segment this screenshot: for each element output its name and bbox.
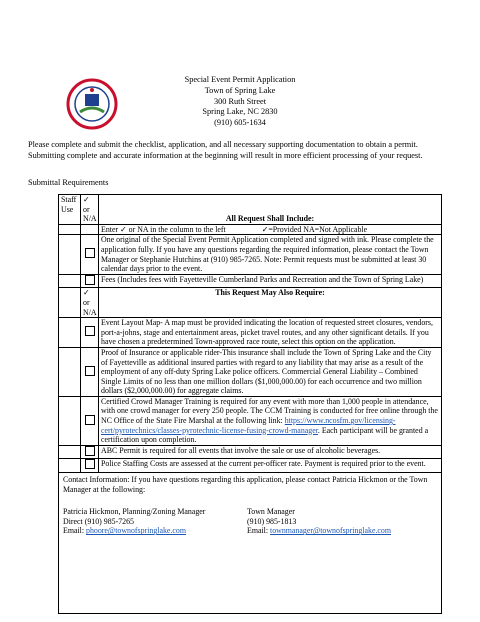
- checkbox-icon[interactable]: [85, 326, 95, 336]
- section1-title: All Request Shall Include:: [99, 195, 442, 225]
- contact-right-name: Town Manager: [247, 507, 295, 516]
- contact-left: [63, 507, 205, 536]
- header-title: Special Event Permit Application: [184, 75, 296, 84]
- contact-right: [247, 507, 391, 536]
- submittal-heading: Submittal Requirements: [28, 178, 109, 187]
- section2-title: This Request May Also Require:: [99, 288, 442, 318]
- contact-box: [58, 473, 442, 614]
- instruction-row: [99, 224, 442, 235]
- contact-right-phone: (910) 985-1813: [247, 516, 297, 526]
- check-na-header-2: ✓ or N/A: [81, 288, 99, 318]
- check-na-header: ✓ or N/A: [81, 195, 99, 225]
- document-header: [150, 75, 330, 129]
- requirement-insurance: Proof of Insurance or applicable rider-This insurance shall include the Town of Spring Lake and the City of Fayetteville as additional insured parties with regard to any liability that may arise as a result of the employment of any off-duty Spring Lake police officers. Commercial General Liability – Combined Single Limits of no less than one million dollars ($1,000,000.00) for each occurrence and two million dollars ($2,000,000.00) for aggregate claims.: [99, 347, 442, 396]
- town-seal-icon: [66, 78, 118, 130]
- crowd-manager-text-end: . Each participant will be granted a certification upon completion.: [101, 425, 429, 445]
- contact-intro: Contact Information: If you have questions regarding this application, please contact Patricia Hickmon or the Town Manager at the following:: [63, 475, 428, 494]
- contact-right-email-label: Email:: [247, 526, 271, 536]
- requirements-table: [58, 194, 442, 473]
- checkbox-icon[interactable]: [85, 275, 95, 285]
- checkbox-icon[interactable]: [85, 459, 95, 469]
- contact-left-name: Patricia Hickmon, Planning/Zoning Manager: [63, 507, 206, 516]
- requirement-police-staffing: Police Staffing Costs are assessed at the current per-officer rate. Payment is required prior to the event.: [99, 459, 442, 473]
- contact-left-email[interactable]: phoore@townofspringlake.com: [86, 526, 186, 536]
- instruction-left: Enter ✓ or NA in the column to the left: [101, 224, 226, 234]
- requirement-application: One original of the Special Event Permit Application completed and signed with ink. Please complete the application fully. If you have any questions regarding the required information, please contact the Town Manager or Stephanie Hutchins at (910) 985-7265. Note: Permit requests must be submitted at least 30 calendar days prior to the event.: [99, 235, 442, 274]
- crowd-manager-text: Certified Crowd Manager Training is required for any event with more than 1,000 people in attendance, with one crowd manager for every 250 people. The CCM Training is conducted for free online through the NC Office of the State Fire Marshal at the following link:: [101, 396, 438, 426]
- requirement-fees: Fees (Includes fees with Fayetteville Cumberland Parks and Recreation and the Town of Spring Lake): [99, 274, 442, 288]
- header-phone: (910) 605-1634: [214, 118, 266, 128]
- contact-left-phone: Direct (910) 985-7265: [63, 516, 134, 526]
- instruction-right: ✓=Provided NA=Not Applicable: [261, 224, 368, 234]
- ccm-link[interactable]: https://www.ncosfm.gov/licensing-cert/pyrotechnics/classes-pyrotechnic-license-fusing-crowd-manager: [101, 416, 396, 435]
- intro-paragraph: Please complete and submit the checklist, application, and all necessary supporting documentation to obtain a permit. Submitting complete and accurate information at the beginning will result in more efficient processing of your request.: [28, 140, 423, 160]
- contact-right-email[interactable]: townmanager@townofspringlake.com: [270, 526, 392, 536]
- staff-use-header: Staff Use: [59, 195, 81, 225]
- checkbox-icon[interactable]: [85, 415, 95, 425]
- header-city: Spring Lake, NC 2830: [202, 107, 278, 117]
- requirement-crowd-manager: [99, 396, 442, 445]
- contact-left-email-label: Email:: [63, 526, 87, 536]
- requirement-layout-map: Event Layout Map- A map must be provided indicating the location of requested street closures, vendors, port-a-johns, stage and entertainment areas, picket travel routes, and any other significant details. If you have chosen a predetermined Town-approved race route, select this option on the application.: [99, 318, 442, 348]
- checkbox-icon[interactable]: [85, 366, 95, 376]
- checkbox-icon[interactable]: [85, 446, 95, 456]
- requirement-abc-permit: ABC Permit is required for all events that involve the sale or use of alcoholic beverages.: [99, 445, 442, 459]
- header-street: 300 Ruth Street: [213, 96, 267, 106]
- checkbox-icon[interactable]: [85, 248, 95, 258]
- header-town: Town of Spring Lake: [204, 85, 276, 95]
